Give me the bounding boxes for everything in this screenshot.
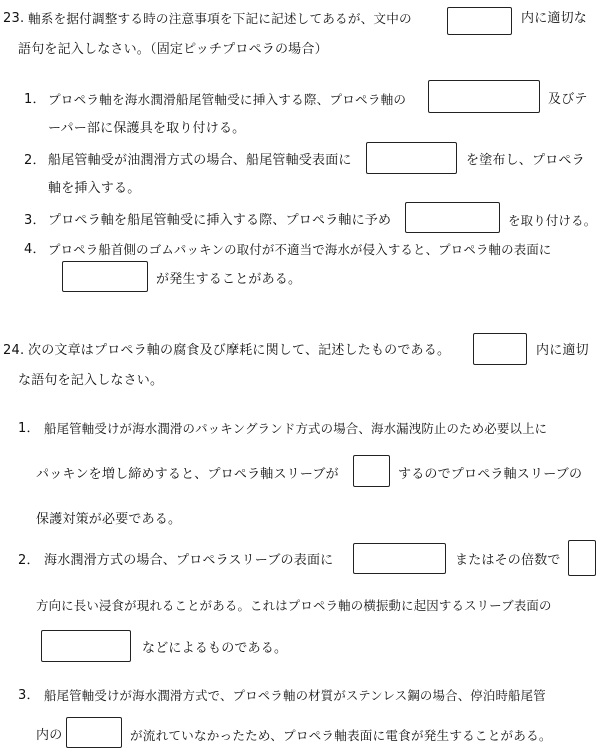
item-text: 内の: [36, 728, 63, 743]
answer-blank[interactable]: [66, 717, 122, 748]
item-text: が流れていなかったため、プロペラ軸表面に電食が発生することがある。: [130, 728, 552, 743]
item-text: プロペラ軸を海水潤滑船尾管軸受に挿入する際、プロペラ軸の: [48, 92, 407, 107]
item-text: プロペラ軸を船尾管軸受に挿入する際、プロペラ軸に予め: [48, 213, 392, 228]
item-text: するのでプロペラ軸スリーブの: [398, 467, 583, 482]
item-text: などによるものである。: [142, 641, 288, 656]
item-number: 1．: [24, 92, 46, 107]
item-text: ーパー部に保護具を取り付ける。: [48, 121, 246, 136]
question-intro: 内に適切な: [521, 11, 588, 26]
answer-blank[interactable]: [473, 333, 527, 365]
answer-blank[interactable]: [405, 202, 500, 233]
item-text: プロペラ船首側のゴムパッキンの取付が不適当で海水が侵入すると、プロペラ軸の表面に: [48, 242, 552, 257]
answer-blank[interactable]: [62, 261, 148, 292]
item-text: またはその倍数で: [455, 553, 561, 568]
item-text: 軸を挿入する。: [48, 181, 141, 196]
item-text: を取り付ける。: [508, 213, 597, 228]
item-number: 2．: [18, 553, 40, 568]
answer-blank[interactable]: [428, 80, 540, 113]
item-text: 及びテ: [548, 92, 588, 107]
answer-blank[interactable]: [353, 455, 390, 487]
item-number: 3．: [18, 688, 40, 703]
item-text: が発生することがある。: [156, 272, 302, 287]
answer-blank[interactable]: [353, 543, 446, 574]
question-intro: な語句を記入しなさい。: [18, 373, 164, 388]
item-text: パッキンを増し締めすると、プロペラ軸スリーブが: [36, 467, 339, 482]
item-text: 船尾管軸受が油潤滑方式の場合、船尾管軸受表面に: [48, 153, 352, 168]
answer-blank[interactable]: [568, 540, 596, 576]
item-text: を塗布し、プロペラ: [466, 153, 585, 168]
question-intro: 次の文章はプロペラ軸の腐食及び摩耗に関して、記述したものである。: [28, 343, 451, 358]
item-number: 2．: [24, 153, 46, 168]
item-text: 保護対策が必要である。: [36, 512, 182, 527]
question-number: 24.: [3, 343, 25, 358]
answer-blank[interactable]: [41, 630, 131, 662]
item-text: 海水潤滑方式の場合、プロペラスリーブの表面に: [44, 553, 334, 568]
item-number: 1．: [18, 421, 40, 436]
item-text: 船尾管軸受けが海水潤滑方式で、プロペラ軸の材質がステンレス鋼の場合、停泊時船尾管: [44, 688, 546, 703]
answer-blank[interactable]: [447, 7, 512, 35]
question-intro: 軸系を据付調整する時の注意事項を下記に記述してあるが、文中の: [28, 11, 412, 26]
item-text: 船尾管軸受けが海水潤滑のパッキングランド方式の場合、海水漏洩防止のため必要以上に: [44, 421, 548, 436]
question-number: 23.: [3, 11, 25, 26]
question-intro: 語句を記入しなさい。（固定ピッチプロペラの場合）: [18, 42, 328, 57]
answer-blank[interactable]: [366, 142, 457, 174]
item-number: 3．: [24, 213, 46, 228]
item-number: 4．: [24, 242, 46, 257]
question-intro: 内に適切: [536, 343, 589, 358]
item-text: 方向に長い浸食が現れることがある。これはプロペラ軸の横振動に起因するスリーブ表面の: [36, 598, 552, 613]
